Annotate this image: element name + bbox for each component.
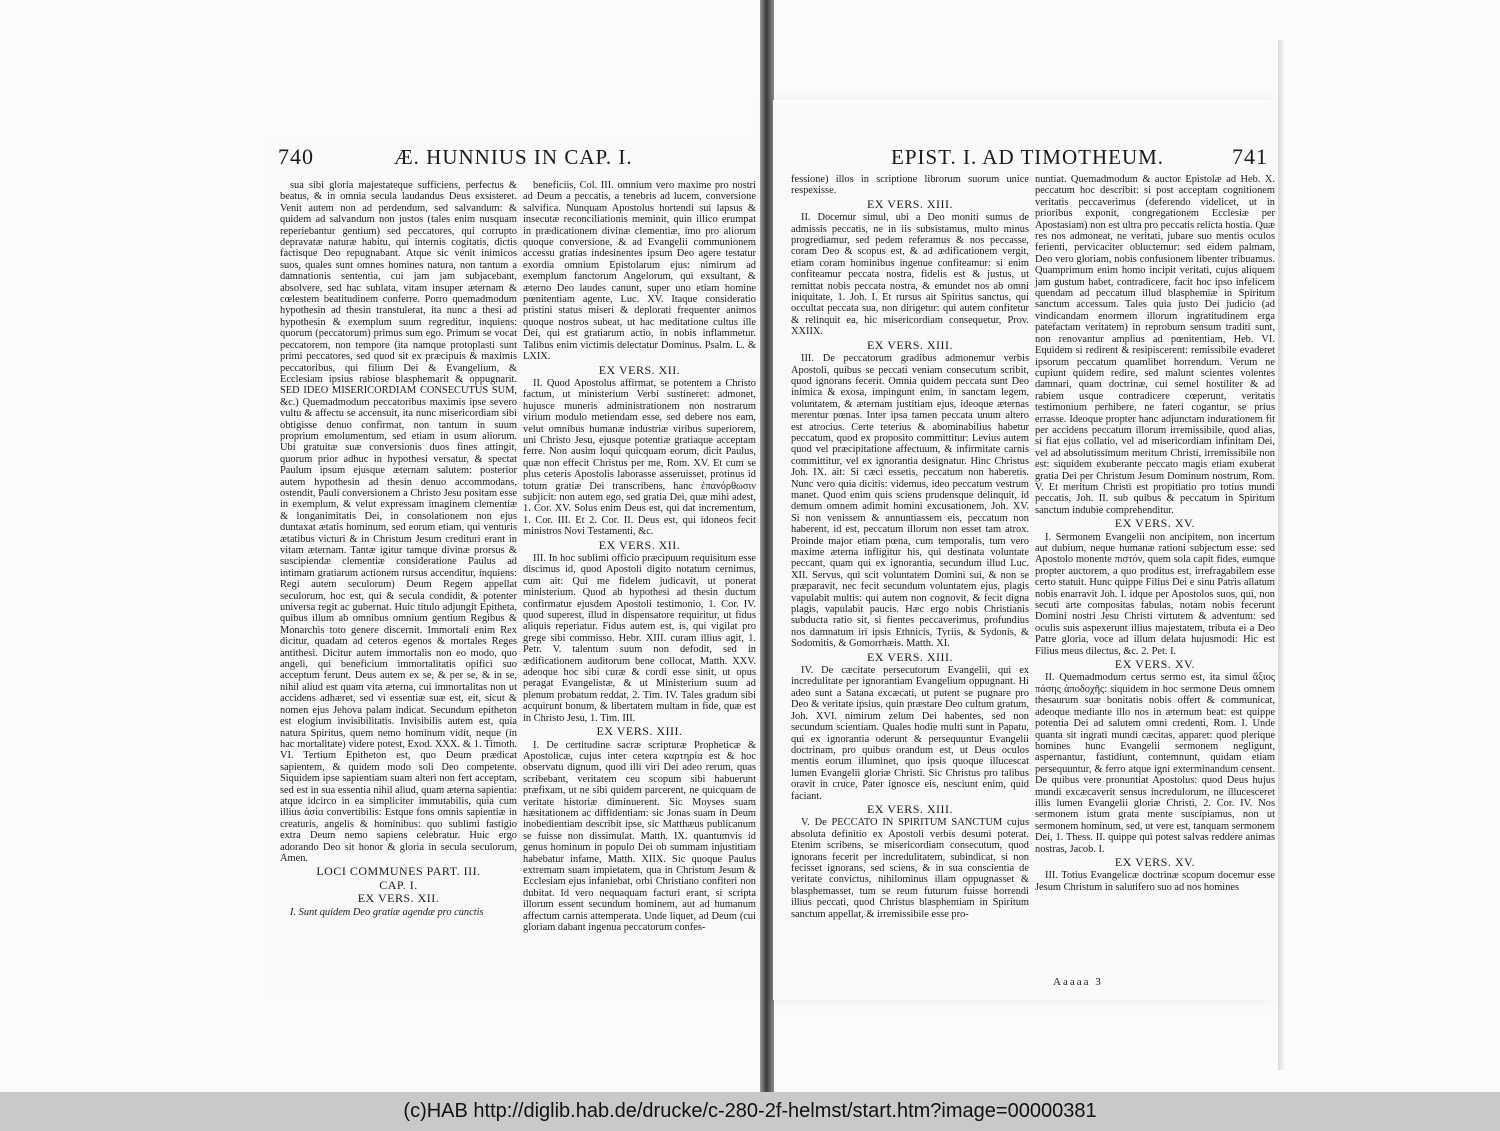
section-head: EX VERS. XIII. — [866, 649, 954, 664]
body-paragraph: III. Totius Evangelicæ doctrinæ scopum docemur esse Jesum Christum in salutifero suo ad nos homines — [1035, 870, 1275, 893]
running-head: Æ. HUNNIUS IN CAP. I. — [394, 145, 633, 169]
page-number: 740 — [278, 144, 314, 169]
body-paragraph: nuntiat. Quemadmodum & auctor Epistolæ ad Heb. X. peccatum hoc describit: si post acceptam cognitionem veritatis peccaverimus (deferendo videlicet, ut in prioribus exponit, congregationem Ecclesiæ per Apostasiam) non est ultra pro peccatis relicta hostia. Quæ res nos admoneat, ne veritati, jubare suo mentis oculos ferienti, pervicaciter obluctemur: sed eidem palmam, Deo vero gloriam, nobis confusionem libenter tribuamus. Quamprimum enim homo incipit veritati, cujus aliquem jam gustum habet, contradicere, facit hoc ipso infelicem quendam ad peccatum illud blasphemiæ in Spiritum sanctum accessum. Tales quia justo Dei judicio (ad vindicandam enormem illorum ingratitudinem erga patefactam veritatem) in reprobum sensum traditi sunt, non renovantur amplius ad pœnitentiam, Heb. VI. Equidem si redirent & resipiscerent: remissibile evaderet ipsorum peccatum quamlibet horrendum. Verum ne cupiunt quidem redire, sed malunt scientes volentes damnari, quam doctrinæ, cui semel hostiliter & ad rabiem usque contradicere cœperunt, veritatis testimonium perhibere, ne fateri cogantur, se prius errasse. Ideoque propter hanc adjunctam indurationem fit per accidens peccatum illorum irremissibile, quod alias, si fiat ejus collatio, vel ad misericordiam infinitam Dei, vel ad absolutissimum meritum Christi, irremissibile non est: siquidem exuberante peccato magis etiam exuberat gratia Dei per Christum Jesum Dominum nostrum, Rom. V. Et meritum Christi est propitiatio pro totius mundi peccatis, Joh. II. sub quibus & peccatum in Spiritum sanctum indubie comprehenditur. — [1035, 174, 1275, 516]
body-paragraph: III. In hoc sublimi officio præcipuum requisitum esse discimus id, quod Apostoli digito notatum cernimus, cum ait: Qui me fidelem judicavit, ut ponerat ministerium. Quod ab hypothesi ad thesin ductum confirmatur ejusdem Apostoli testimonio, 1. Cor. IV. quod superest, illud in dispensatore requiritur, ut fidus aliquis reperiatur. Fidus autem est, is, qui vigilat pro grege sibi commisso. Hebr. XIII. curam illius agit, 1. Petr. V. talentum suum non defodit, sed in ædificationem auditorum bene collocat, Matth. XXV. adeoque hoc sibi curæ & cordi esse sinit, ut opus peragat Evangelistæ, & ut Ministerium suum ad plenum probatum reddat, 2. Tim. IV. Tales gradum sibi acquirunt bonum, & libertatem multam in fide, quæ est in Christo Jesu, 1. Tim. III. — [523, 553, 756, 724]
body-paragraph: V. De PECCATO IN SPIRITUM SANCTUM cujus absoluta definitio ex Apostoli verbis desumi poterat. Etenim scribens, se misericordiam consecutum, quod ignorans fecerit per incredulitatem, subindicat, si non fecisset ignorans, sed sciens, & in sua conscientia de veritate convictus, nihilominus illam oppugnasset & blasphemasset, tum se reum futurum fuisse horrendi illius peccati, quod Christus blasphemiam in Spiritum sanctum appellat, & irremissibile esse pro- — [791, 817, 1029, 920]
section-head: EX VERS. XV. — [1114, 516, 1196, 531]
section-head: EX VERS. XIII. — [596, 724, 683, 739]
right-column-1 — [791, 174, 1029, 921]
section-head: EX VERS. XII. — [357, 891, 440, 906]
body-paragraph: III. De peccatorum gradibus admonemur verbis Apostoli, quibus se peccati veniam consecutum scribit, quod ignorans fecerit. Omnia quidem peccata sunt Deo inimica & exosa, impingunt enim, in sanctam legem, voluntatem, & æternam justitiam ejus, ideoque æternas merentur pœnas. Inter ipsa tamen peccata unum altero est atrocius. Certe teterius & abominabilius habetur peccatum, quod ex proposito committitur: Levius autem quod vel præcipitatione affectuum, & infirmitate carnis committitur, vel ex ignorantia designatur. Hinc Christus Joh. IX. ait: Si cæci essetis, peccatum non haberetis. Nunc vero quia dicitis: videmus, ideo peccatum vestrum manet. Quod enim quis sciens prudensque delinquit, id demum omnem adimit homini excusationem, Joh. XV. Si non venissem & annuntiassem eis, peccatum non haberent, id est, peccatum illorum non esset tam atrox. Proinde major etiam pœna, cum temporalis, tum vero maxime æterna infligitur his, qui destinata voluntate peccant, quam qui ex ignorantia, secundum illud Luc. XII. Servus, qui scit voluntatem Domini sui, & non se præparavit, nec fecit secundum voluntatem ejus, plagis vapulabit multis: qui autem non cognovit, & fecit digna plagis, vapulabit paucis. Hæc ergo nobis Christianis subducta ratio sit, si fientes peccaverimus, profundius nos damnatum iri ipsis Ethnicis, Tyriis, & Sydonis, & Sodomitis, & Gomorrhæis. Matth. XI. — [791, 353, 1029, 650]
section-head: EX VERS. XII. — [598, 362, 681, 377]
page-number: 741 — [1232, 144, 1268, 169]
body-paragraph: sua sibi gloria majestateque sufficiens, perfectus & beatus, & in omnia secula laudandus Deus exsisteret. Venit autem non ad perdendum, sed salvandum: & quidem ad salvandum non justos (tales enim nusquam reperiebantur gentium) sed peccatores, qui corrupto depravatæ naturæ habitu, qui internis cogitatis, dictis factisque Deo repugnabant. Atque sic venit inimicos suos, quales sunt omnes homines natura, non tantum a damnationis sententia, cui jam jam subjacebant, absolvere, sed hac sublata, vitam insuper æternam & cœlestem beatitudinem conferre. Porro quemadmodum hypothesin ad thesin transtulerat, ita nunc a thesi ad hypothesin & exemplum suum regreditur, inquiens: quorum (peccatorum) primus sum ego. Primum se vocat peccatorem, non tempore (ita namque protoplasti sunt primi peccatores, sed quod sit ex præcipuis & maximis peccatoribus, qui filium Dei & Evangelium, & Ecclesiam ipsius rabiose blasphemarit & oppugnarit. SED IDEO MISERICORDIAM CONSECUTUS SUM, &c.) Quemadmodum peccatoribus maximis ipse severo vultu & affectu se accensuit, ita nunc misericordiam sibi obtigisse denuo confirmat, non tantum in suum proprium emolumentum, sed etiam in usum aliorum. Ubi gratuitæ suæ conversionis duos fines attingit, quorum prior adhuc in hypothesi versatur, & spectat Paulum ipsum ejusque æternam salutem: posterior autem hypothesin ad thesin denuo accommodans, ostendit, Pauli conversionem a Christo Jesu positam esse in exemplum, & velut expressam imaginem clementiæ & longanimitatis Dei, in consolationem non ejus duntaxat ætatis hominum, sed eorum etiam, qui venturis ætatibus victuri & in Christum Jesum credituri erant in vitam æternam. Tantæ igitur tamque divinæ prorsus & suscipiendæ clementiæ consideratione Paulus ad intimam gratiarum actionem rursus accenditur, inquiens: Regi autem seculorum) Deum Regem appellat seculorum, hoc est, qui & secula condidit, & potenter universa regit ac gubernat. Huic titulo adjungit Epitheta, quibus illum ab omnibus omnium gentium Regibus & Monarchis toto genere discernit. Immortali enim Rex dicitur, quadam ad ceteros egenos & mortales Reges antithesi. Dicitur autem immortalis non eo modo, quo angeli, qui beneficium immortalitatis opifici suo acceptum ferunt. Deus autem ex se, & per se, & in se, nihil aliud est quam vita æterna, cui immortalitas non ut accidens adhæret, sed vi essentiæ suæ est, eit, sicut & nomen ejus Jehova palam indicat. Secundum epitheton est elogium invisibilitatis. Invisibilis autem est, quia natura Spiritus, quem nemo hominum vidit, neque (in hac mortalitate) videre potest, Exod. XXX. & 1. Timoth. VI. Tertium Epitheton est, quo Deum prædicat sapientem, & quidem modo soli Deo competente. Siquidem ipse sapientiam suam alteri non fert acceptam, sed est in sua essentia nihil aliud, quam æterna sapientia: atque idcirco in ea simpliciter immutabilis, quia cum illius ἀσία convertibilis: Estque fons omnis sapientiæ in creaturis, angelis & hominibus: quo sublimi fastigio extra Deum nemo sapiens celebratur. Huic ergo adorando Deo sit honor & gloria in secula seculorum, Amen. — [280, 180, 517, 864]
left-column-1 — [280, 180, 517, 919]
section-head: EX VERS. XV. — [1114, 854, 1196, 869]
book-gutter — [760, 0, 774, 1092]
section-head: CAP. I. — [379, 877, 418, 892]
copyright-footer: (c)HAB http://diglib.hab.de/drucke/c-280-2f-helmst/start.htm?image=00000381 — [0, 1092, 1500, 1131]
left-page-header — [278, 144, 748, 170]
body-paragraph: I. Sermonem Evangelii non ancipitem, non incertum aut dubium, neque humanæ rationi subjectum esse: sed Apostolo monente πιστόν, quem sola capit fides, eumque propter auctorem, a quo proditus est, irrefragabilem esse certo statuit. Hunc quippe Filius Dei e sinu Patris allatum nobis enarravit Joh. I. idque per Apostolos suos, qui, non secuti arte compositas fabulas, notam nobis fecerunt Domini nostri Jesu Christi virtutem & adventum: sed oculis suis aspexerunt illius majestatem, tributa ei a Deo Patre gloria, voce ad illum delata hujusmodi: Hic est Filius meus dilectus, &c. 2. Pet. I. — [1035, 531, 1275, 657]
right-column-2 — [1035, 174, 1275, 894]
body-paragraph: I. Sunt quidem Deo gratiæ agendæ pro cunctis — [290, 906, 484, 918]
page-edge — [1278, 40, 1286, 1070]
section-head: EX VERS. XIII. — [866, 196, 954, 211]
signature-mark: Aaaaa 3 — [1053, 976, 1103, 988]
section-head: EX VERS. XIII. — [866, 337, 954, 352]
body-paragraph: I. De certitudine sacræ scripturæ Propheticæ & Apostolicæ, cujus inter cetera καρτηρία est & hoc observatu dignum, quod illi viri Dei adeo rerum, quas scribebant, veritatem ceu scopum sibi habuerunt præfixam, ut ne sibi quidem parcerent, ne quicquam de veritate historiæ diminuerent. Sic Moyses suam hæsitationem ac diffidentiam: sic Jonas suam in Deum inobedientiam describit ipse, sic Matthæus publicanum se fuisse non dissimulat. Matth. IX. quantumvis id genus hominum in populo Dei ob summam injustitiam habebatur infame, Matth. XIIX. Sic quoque Paulus extremam suam impietatem, qua in Christum Jesum & Ecclesiam ejus infaniebat, orbi Christiano confiteri non dubitat. Id vero nequaquam facturi erant, si scripta illorum essent secundum hominem, aut ad humanum affectum carnis attemperata. Unde liquet, ad Deum (cui gloriam dabant ingenua peccatorum confes- — [523, 739, 756, 933]
section-head: EX VERS. XIII. — [866, 801, 954, 816]
section-head: EX VERS. XV. — [1114, 657, 1196, 672]
body-paragraph: II. Docemur simul, ubi a Deo moniti sumus de admissis peccatis, ne in iis subsistamus, multo minus progrediamur, sed pedem referamus & nos peccasse, coram Deo & scopus est, & ad ædificationem vergit, etiam coram hominibus ingenue confiteamur: si enim confiteamur peccata nostra, fidelis est & justus, ut remittat nobis peccata nostra, & emundet nos ab omni iniquitate, 1. Joh. I. Et rursus ait Spiritus sanctus, qui occultat peccata sua, non dirigetur: qui autem confitetur & relinquit ea, hic misericordiam consequetur, Prov. XXIIX. — [791, 212, 1029, 338]
body-paragraph: II. Quemadmodum certus sermo est, ita simul ἄξιος πάσης ἀποδοχῆς: siquidem in hoc sermone Deus omnem thesaurum suæ bonitatis nobis offert & communicat, adeoque mediante illo nos in æternum beat: est quippe potentia Dei ad salutem omni credenti, Rom. I. Unde quanta sit ingrati mundi cæcitas, apparet: quod plerique homines hunc Evangelii sermonem negligunt, aspernantur, fastidiunt, contemnunt, quidam etiam persequuntur, & ferro atque igni exterminandum censent. De quibus vere pronuntiat Apostolus: quod Deus hujus mundi excæcaverit sensus incredulorum, ne illucesceret illis lumen Evangelii gloriæ Christi, 2. Cor. IV. Nos sermonem istum grata mente suscipiamus, non ut sermonem hominum, sed, ut vere est, tanquam sermonem Dei, 1. Thess. II. quippe qui potest salvas reddere animas nostras, Jacob. I. — [1035, 672, 1275, 855]
body-paragraph: II. Quod Apostolus affirmat, se potentem a Christo factum, ut ministerium Verbi sustineret: admonet, hujusce muneris administrationem non nostrarum virium modulo metiendam esse, sed debere nos eam, velut omnibus humanæ industriæ viribus superiorem, uni Christo Jesu, ejusque potentiæ gratiaque acceptam ferre. Non ausim loqui quicquam eorum, dicit Paulus, quæ non effecit Christus per me, Rom. XV. Et cum se plus ceteris Apostolis laborasse asseruisset, protinus id totum gratiæ Dei transcribens, hanc ἐπανόρθωσιν subjicit: non autem ego, sed gratia Dei, quæ mihi adest, 1. Cor. XV. Solus enim Deus est, qui dat incrementum, 1. Cor. III. Et 2. Cor. II. Deus est, qui idoneos fecit ministros Novi Testamenti, &c. — [523, 377, 756, 538]
left-page — [270, 140, 760, 1000]
body-paragraph: IV. De cæcitate persecutorum Evangelii, qui ex incredulitate per ignorantiam Evangelium oppugnant. Hi adeo sunt a Satana excæcati, ut putent se pugnare pro Deo & veritate ipsius, quin præstare Deo cultum gratum, Joh. XVI. nimirum zelum Dei habentes, sed non secundum scientiam. Quales hodie multi sunt in Papatu, qui ex ignorantia oderunt & persequuntur Evangelii doctrinam, pro quibus orandum est, ut Deus oculos mentis eorum illuminet, quo ipsis quoque illucescat lumen Evangelii gloriæ Christi. Sic Christus pro talibus oravit in cruce, Pater ignosce eis, nesciunt enim, quid faciant. — [791, 665, 1029, 802]
running-head: EPIST. I. AD TIMOTHEUM. — [891, 145, 1165, 169]
section-head: EX VERS. XII. — [598, 537, 681, 552]
left-column-2 — [523, 180, 756, 934]
right-page — [773, 100, 1278, 1000]
right-page-header — [793, 144, 1268, 170]
body-paragraph: beneficiis, Col. III. omnium vero maxime pro nostri ad Deum a peccatis, a tenebris ad lucem, conversione salvifica. Nunquam Apostolus hortendi sui lapsus & insecutæ reconciliationis meminit, quin illico erumpat in prædicationem divinæ clementiæ, imo pro aliorum quoque conversione, & ad Evangelii communionem accessu gratias indesinentes ipsum Deo agere testatur exordia omnium Epistolarum ejus: nimirum ad exemplum fanctorum Angelorum, qui exsultant, & æterno Deo laudes canunt, super uno etiam homine pœnitentiam agente, Luc. XV. Itaque consideratio pristini status miseri & deplorati frequenter animos quoque nostros subeat, ut hac meditatione cultus ille Dei, qui est gratiarum actio, in nobis inflammetur. Talibus enim victimis delectatur Dominus. Psalm. L. & LXIX. — [523, 180, 756, 363]
section-head: LOCI COMMUNES PART. III. — [316, 864, 481, 879]
body-paragraph: fessione) illos in scriptione librorum suorum unice respexisse. — [791, 174, 1029, 197]
